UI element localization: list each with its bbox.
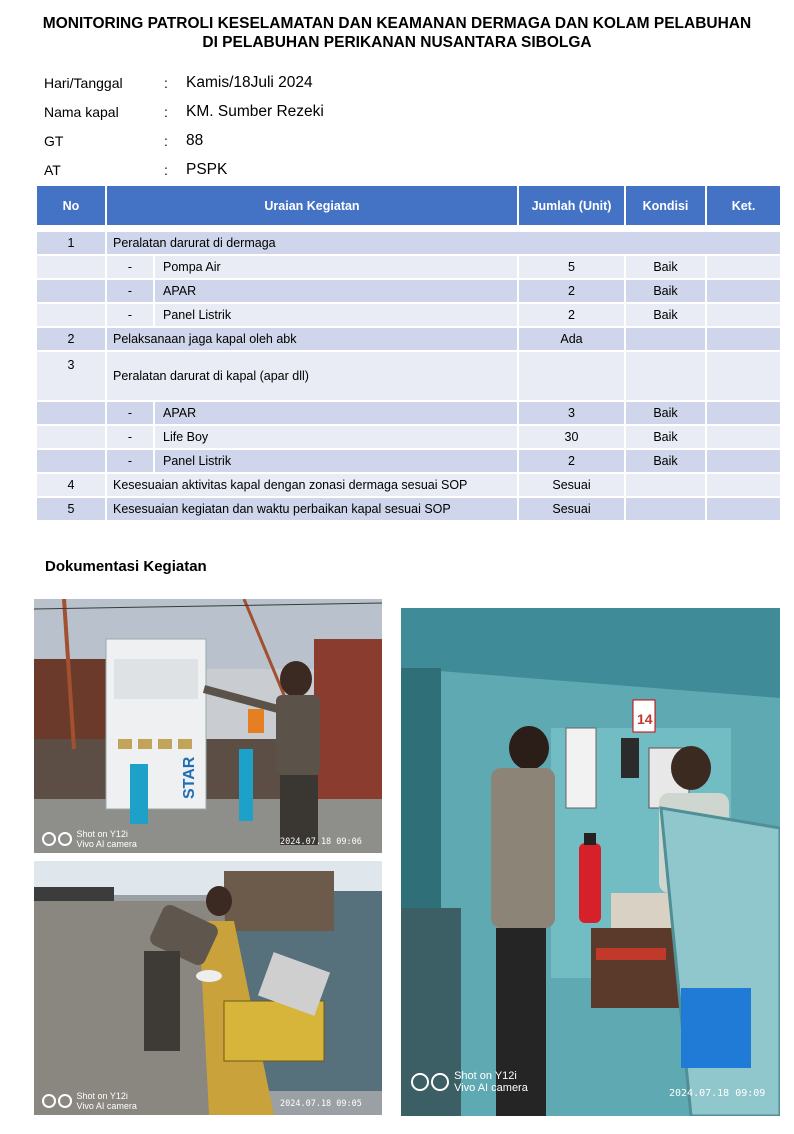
table-header-row [36,185,781,226]
meta-row-date [44,68,464,97]
cell-no: 3 [36,351,106,401]
cell-text: Panel Listrik [163,308,232,322]
header-no: No [36,185,106,226]
cell-ket [706,449,781,473]
cell-kondisi [625,351,706,401]
camera-ring-icon [411,1073,429,1091]
header-uraian: Uraian Kegiatan [106,185,518,226]
camera-ring-icon [58,832,72,846]
cell-no [36,303,106,327]
table-row [36,351,781,401]
photo-dock-inspection [34,861,382,1115]
cell-jumlah: Sesuai [518,473,625,497]
cell-kondisi [625,497,706,521]
cell-ket [706,401,781,425]
cell-ket [706,351,781,401]
cell-kondisi [625,327,706,351]
cell-no [36,425,106,449]
table-row [36,473,781,497]
cell-jumlah: 2 [518,449,625,473]
cell-uraian: Kesesuaian kegiatan dan waktu perbaikan kapal sesuai SOP [106,497,518,521]
cell-dash: - [107,256,155,278]
cell-uraian [106,303,518,327]
meta-colon: : [164,132,168,149]
cell-jumlah: 2 [518,303,625,327]
cell-ket [706,279,781,303]
header-kondisi: Kondisi [625,185,706,226]
meta-value: PSPK [186,160,228,178]
cell-ket [706,327,781,351]
cell-kondisi: Baik [625,401,706,425]
meta-info [44,68,464,184]
camera-line-1: Shot on Y12i [454,1070,517,1082]
table-row [36,449,781,473]
meta-label: Nama kapal [44,103,119,120]
photo-dock-panel-image [34,599,382,853]
camera-ring-icon [42,832,56,846]
camera-ring-icon [42,1094,56,1108]
cell-ket [706,497,781,521]
cell-dash: - [107,450,155,472]
cell-uraian: Peralatan darurat di kapal (apar dll) [106,351,518,401]
cell-ket [706,425,781,449]
photo-dock-panel [34,599,382,853]
meta-label: GT [44,132,64,149]
table-row [36,255,781,279]
camera-ring-icon [58,1094,72,1108]
meta-colon: : [164,74,168,91]
camera-line-2: Vivo AI camera [454,1082,528,1094]
cell-jumlah: 3 [518,401,625,425]
cell-no: 4 [36,473,106,497]
cell-dash: - [107,304,155,326]
title-line-2: DI PELABUHAN PERIKANAN NUSANTARA SIBOLGA [202,34,592,51]
cell-uraian [106,449,518,473]
cell-kondisi: Baik [625,279,706,303]
cell-uraian: Kesesuaian aktivitas kapal dengan zonasi dermaga sesuai SOP [106,473,518,497]
meta-label: Hari/Tanggal [44,74,123,91]
camera-ring-icon [431,1073,449,1091]
cell-uraian [106,401,518,425]
photo-timestamp: 2024.07.18 09:06 [280,837,362,847]
table-row [36,279,781,303]
meta-colon: : [164,103,168,120]
meta-label: AT [44,161,61,178]
cell-text: APAR [163,284,197,298]
cell-uraian [106,425,518,449]
cell-jumlah: Ada [518,327,625,351]
cell-no: 5 [36,497,106,521]
cell-text: APAR [163,406,197,420]
table-row [36,425,781,449]
cell-dash: - [107,280,155,302]
cell-kondisi: Baik [625,255,706,279]
header-ket: Ket. [706,185,781,226]
cell-uraian: Pelaksanaan jaga kapal oleh abk [106,327,518,351]
meta-row-ship [44,97,464,126]
photo-ship-cabin-image [401,608,780,1116]
cell-uraian: Peralatan darurat di dermaga [106,231,781,255]
photo-timestamp: 2024.07.18 09:05 [280,1099,362,1109]
meta-colon: : [164,161,168,178]
table-row [36,401,781,425]
cell-ket [706,473,781,497]
camera-watermark [42,829,137,849]
cell-no: 2 [36,327,106,351]
photo-ship-cabin [401,608,780,1116]
cell-no [36,279,106,303]
cell-ket [706,303,781,327]
camera-line-2: Vivo AI camera [76,1101,137,1111]
camera-watermark [42,1091,137,1111]
meta-value: KM. Sumber Rezeki [186,102,324,120]
table-row [36,327,781,351]
meta-row-gt [44,126,464,155]
cell-text: Panel Listrik [163,454,232,468]
title-line-1: MONITORING PATROLI KESELAMATAN DAN KEAMANAN DERMAGA DAN KOLAM PELABUHAN [42,15,752,32]
cell-jumlah: Sesuai [518,497,625,521]
cabin-sign-text: 14 [637,711,653,727]
document-title [0,14,794,52]
cell-dash: - [107,402,155,424]
cell-jumlah: 2 [518,279,625,303]
cell-uraian [106,279,518,303]
table-row [36,497,781,521]
table-row [36,231,781,255]
panel-sign-text: STAR [181,756,198,799]
cell-dash: - [107,426,155,448]
camera-watermark [411,1070,528,1094]
cell-no [36,255,106,279]
cell-jumlah: 5 [518,255,625,279]
activity-table [35,184,782,522]
cell-kondisi [625,473,706,497]
meta-row-at [44,155,464,184]
cell-text: Pompa Air [163,260,221,274]
cell-no [36,449,106,473]
cell-kondisi: Baik [625,425,706,449]
header-jumlah: Jumlah (Unit) [518,185,625,226]
meta-value: Kamis/18Juli 2024 [186,73,313,91]
table-row [36,303,781,327]
photo-dock-inspection-image [34,861,382,1115]
cell-no: 1 [36,231,106,255]
cell-kondisi: Baik [625,449,706,473]
cell-jumlah: 30 [518,425,625,449]
camera-line-2: Vivo AI camera [76,839,137,849]
camera-line-1: Shot on Y12i [76,1091,128,1101]
cell-no [36,401,106,425]
cell-text: Life Boy [163,430,209,444]
cell-kondisi: Baik [625,303,706,327]
documentation-heading: Dokumentasi Kegiatan [45,558,207,575]
cell-ket [706,255,781,279]
camera-line-1: Shot on Y12i [76,829,128,839]
cell-uraian [106,255,518,279]
photo-timestamp: 2024.07.18 09:09 [669,1088,766,1099]
cell-jumlah [518,351,625,401]
meta-value: 88 [186,131,204,149]
